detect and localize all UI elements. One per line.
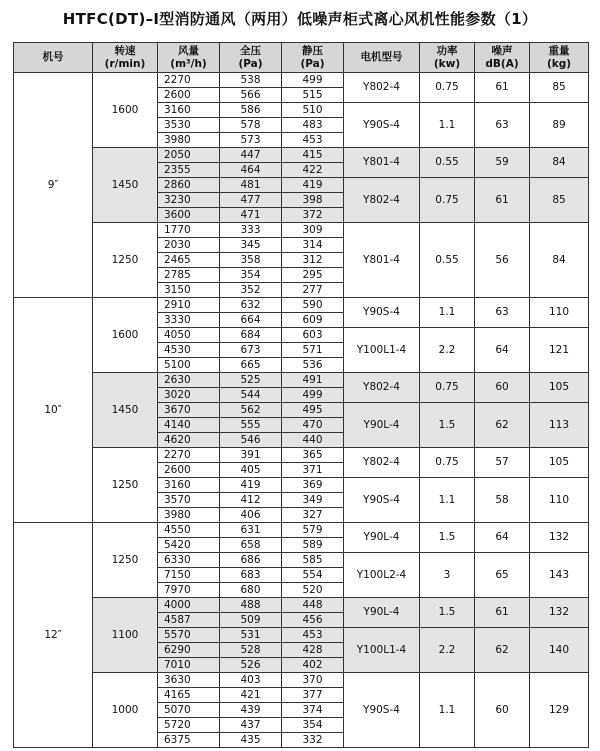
machine-model-cell: 10″ <box>14 298 93 523</box>
motor-model-cell: Y90S-4 <box>344 298 420 328</box>
total-pressure-cell: 525 <box>220 373 282 388</box>
airflow-cell: 5720 <box>158 718 220 733</box>
airflow-cell: 4000 <box>158 598 220 613</box>
total-pressure-cell: 526 <box>220 658 282 673</box>
noise-cell: 61 <box>475 178 530 223</box>
static-pressure-cell: 372 <box>282 208 344 223</box>
static-pressure-cell: 422 <box>282 163 344 178</box>
airflow-cell: 2860 <box>158 178 220 193</box>
motor-model-cell: Y801-4 <box>344 148 420 178</box>
airflow-cell: 2600 <box>158 88 220 103</box>
total-pressure-cell: 435 <box>220 733 282 748</box>
table-row <box>14 523 589 538</box>
noise-cell: 59 <box>475 148 530 178</box>
total-pressure-cell: 538 <box>220 73 282 88</box>
static-pressure-cell: 470 <box>282 418 344 433</box>
airflow-cell: 1770 <box>158 223 220 238</box>
weight-cell: 132 <box>530 523 589 553</box>
power-cell: 1.5 <box>420 523 475 553</box>
static-pressure-cell: 419 <box>282 178 344 193</box>
weight-cell: 85 <box>530 178 589 223</box>
airflow-cell: 7970 <box>158 583 220 598</box>
airflow-cell: 4587 <box>158 613 220 628</box>
noise-cell: 64 <box>475 328 530 373</box>
total-pressure-cell: 412 <box>220 493 282 508</box>
airflow-cell: 3160 <box>158 103 220 118</box>
total-pressure-cell: 546 <box>220 433 282 448</box>
airflow-cell: 4140 <box>158 418 220 433</box>
airflow-cell: 3230 <box>158 193 220 208</box>
motor-model-cell: Y802-4 <box>344 373 420 403</box>
header-weight: 重量 (kg) <box>530 43 589 73</box>
airflow-cell: 5420 <box>158 538 220 553</box>
static-pressure-cell: 277 <box>282 283 344 298</box>
noise-cell: 60 <box>475 373 530 403</box>
static-pressure-cell: 536 <box>282 358 344 373</box>
motor-model-cell: Y90S-4 <box>344 478 420 523</box>
total-pressure-cell: 421 <box>220 688 282 703</box>
airflow-cell: 3160 <box>158 478 220 493</box>
motor-model-cell: Y100L1-4 <box>344 628 420 673</box>
total-pressure-cell: 586 <box>220 103 282 118</box>
weight-cell: 110 <box>530 298 589 328</box>
table-row <box>14 73 589 88</box>
header-noise: 噪声 dB(A) <box>475 43 530 73</box>
airflow-cell: 3630 <box>158 673 220 688</box>
power-cell: 2.2 <box>420 328 475 373</box>
power-cell: 0.55 <box>420 223 475 298</box>
static-pressure-cell: 491 <box>282 373 344 388</box>
header-speed: 转速 (r/min) <box>93 43 158 73</box>
power-cell: 0.75 <box>420 448 475 478</box>
motor-model-cell: Y90L-4 <box>344 598 420 628</box>
static-pressure-cell: 312 <box>282 253 344 268</box>
static-pressure-cell: 453 <box>282 628 344 643</box>
airflow-cell: 5570 <box>158 628 220 643</box>
total-pressure-cell: 680 <box>220 583 282 598</box>
power-cell: 1.1 <box>420 673 475 748</box>
table-row <box>14 148 589 163</box>
total-pressure-cell: 509 <box>220 613 282 628</box>
speed-cell: 1450 <box>93 373 158 448</box>
power-cell: 1.5 <box>420 598 475 628</box>
table-row <box>14 448 589 463</box>
power-cell: 2.2 <box>420 628 475 673</box>
noise-cell: 64 <box>475 523 530 553</box>
total-pressure-cell: 665 <box>220 358 282 373</box>
airflow-cell: 2030 <box>158 238 220 253</box>
total-pressure-cell: 477 <box>220 193 282 208</box>
total-pressure-cell: 673 <box>220 343 282 358</box>
static-pressure-cell: 365 <box>282 448 344 463</box>
static-pressure-cell: 499 <box>282 388 344 403</box>
power-cell: 1.1 <box>420 103 475 148</box>
airflow-cell: 3330 <box>158 313 220 328</box>
noise-cell: 62 <box>475 403 530 448</box>
total-pressure-cell: 354 <box>220 268 282 283</box>
static-pressure-cell: 590 <box>282 298 344 313</box>
weight-cell: 105 <box>530 448 589 478</box>
weight-cell: 110 <box>530 478 589 523</box>
static-pressure-cell: 520 <box>282 583 344 598</box>
airflow-cell: 4165 <box>158 688 220 703</box>
static-pressure-cell: 585 <box>282 553 344 568</box>
noise-cell: 56 <box>475 223 530 298</box>
total-pressure-cell: 439 <box>220 703 282 718</box>
noise-cell: 60 <box>475 673 530 748</box>
header-model: 机号 <box>14 43 93 73</box>
airflow-cell: 2270 <box>158 73 220 88</box>
static-pressure-cell: 515 <box>282 88 344 103</box>
table-row <box>14 298 589 313</box>
motor-model-cell: Y90L-4 <box>344 403 420 448</box>
header-total-pressure: 全压 (Pa) <box>220 43 282 73</box>
airflow-cell: 3670 <box>158 403 220 418</box>
airflow-cell: 3980 <box>158 133 220 148</box>
static-pressure-cell: 440 <box>282 433 344 448</box>
airflow-cell: 3570 <box>158 493 220 508</box>
speed-cell: 1450 <box>93 148 158 223</box>
total-pressure-cell: 352 <box>220 283 282 298</box>
total-pressure-cell: 555 <box>220 418 282 433</box>
static-pressure-cell: 448 <box>282 598 344 613</box>
motor-model-cell: Y100L2-4 <box>344 553 420 598</box>
airflow-cell: 5100 <box>158 358 220 373</box>
noise-cell: 58 <box>475 478 530 523</box>
static-pressure-cell: 554 <box>282 568 344 583</box>
weight-cell: 143 <box>530 553 589 598</box>
power-cell: 3 <box>420 553 475 598</box>
noise-cell: 57 <box>475 448 530 478</box>
header-motor: 电机型号 <box>344 43 420 73</box>
total-pressure-cell: 562 <box>220 403 282 418</box>
speed-cell: 1250 <box>93 448 158 523</box>
total-pressure-cell: 684 <box>220 328 282 343</box>
static-pressure-cell: 349 <box>282 493 344 508</box>
airflow-cell: 4530 <box>158 343 220 358</box>
power-cell: 0.55 <box>420 148 475 178</box>
total-pressure-cell: 632 <box>220 298 282 313</box>
static-pressure-cell: 571 <box>282 343 344 358</box>
page-title: HTFC(DT)–Ⅰ型消防通风（两用）低噪声柜式离心风机性能参数（1） <box>62 10 538 28</box>
airflow-cell: 2355 <box>158 163 220 178</box>
airflow-cell: 3600 <box>158 208 220 223</box>
static-pressure-cell: 374 <box>282 703 344 718</box>
static-pressure-cell: 579 <box>282 523 344 538</box>
table-body <box>14 73 589 748</box>
total-pressure-cell: 566 <box>220 88 282 103</box>
airflow-cell: 6375 <box>158 733 220 748</box>
total-pressure-cell: 488 <box>220 598 282 613</box>
airflow-cell: 4620 <box>158 433 220 448</box>
static-pressure-cell: 398 <box>282 193 344 208</box>
static-pressure-cell: 428 <box>282 643 344 658</box>
airflow-cell: 4550 <box>158 523 220 538</box>
table-row <box>14 598 589 613</box>
noise-cell: 63 <box>475 103 530 148</box>
static-pressure-cell: 332 <box>282 733 344 748</box>
motor-model-cell: Y801-4 <box>344 223 420 298</box>
power-cell: 0.75 <box>420 178 475 223</box>
airflow-cell: 2270 <box>158 448 220 463</box>
airflow-cell: 2465 <box>158 253 220 268</box>
airflow-cell: 7010 <box>158 658 220 673</box>
weight-cell: 84 <box>530 148 589 178</box>
static-pressure-cell: 309 <box>282 223 344 238</box>
total-pressure-cell: 528 <box>220 643 282 658</box>
total-pressure-cell: 437 <box>220 718 282 733</box>
airflow-cell: 3980 <box>158 508 220 523</box>
speed-cell: 1250 <box>93 523 158 598</box>
noise-cell: 61 <box>475 598 530 628</box>
speed-cell: 1100 <box>93 598 158 673</box>
static-pressure-cell: 453 <box>282 133 344 148</box>
static-pressure-cell: 495 <box>282 403 344 418</box>
weight-cell: 129 <box>530 673 589 748</box>
weight-cell: 89 <box>530 103 589 148</box>
power-cell: 1.1 <box>420 478 475 523</box>
header-power: 功率 (kw) <box>420 43 475 73</box>
total-pressure-cell: 531 <box>220 628 282 643</box>
airflow-cell: 2785 <box>158 268 220 283</box>
total-pressure-cell: 481 <box>220 178 282 193</box>
static-pressure-cell: 483 <box>282 118 344 133</box>
static-pressure-cell: 609 <box>282 313 344 328</box>
total-pressure-cell: 405 <box>220 463 282 478</box>
static-pressure-cell: 327 <box>282 508 344 523</box>
static-pressure-cell: 314 <box>282 238 344 253</box>
static-pressure-cell: 369 <box>282 478 344 493</box>
machine-model-cell: 12″ <box>14 523 93 748</box>
static-pressure-cell: 377 <box>282 688 344 703</box>
table-row <box>14 223 589 238</box>
total-pressure-cell: 544 <box>220 388 282 403</box>
total-pressure-cell: 447 <box>220 148 282 163</box>
total-pressure-cell: 631 <box>220 523 282 538</box>
motor-model-cell: Y100L1-4 <box>344 328 420 373</box>
airflow-cell: 2600 <box>158 463 220 478</box>
weight-cell: 140 <box>530 628 589 673</box>
static-pressure-cell: 603 <box>282 328 344 343</box>
power-cell: 0.75 <box>420 373 475 403</box>
noise-cell: 61 <box>475 73 530 103</box>
weight-cell: 121 <box>530 328 589 373</box>
total-pressure-cell: 358 <box>220 253 282 268</box>
total-pressure-cell: 471 <box>220 208 282 223</box>
total-pressure-cell: 419 <box>220 478 282 493</box>
airflow-cell: 3020 <box>158 388 220 403</box>
total-pressure-cell: 573 <box>220 133 282 148</box>
speed-cell: 1600 <box>93 298 158 373</box>
noise-cell: 63 <box>475 298 530 328</box>
total-pressure-cell: 578 <box>220 118 282 133</box>
airflow-cell: 2910 <box>158 298 220 313</box>
static-pressure-cell: 402 <box>282 658 344 673</box>
speed-cell: 1000 <box>93 673 158 748</box>
static-pressure-cell: 371 <box>282 463 344 478</box>
airflow-cell: 2630 <box>158 373 220 388</box>
airflow-cell: 7150 <box>158 568 220 583</box>
airflow-cell: 6290 <box>158 643 220 658</box>
table-row <box>14 373 589 388</box>
airflow-cell: 4050 <box>158 328 220 343</box>
power-cell: 1.1 <box>420 298 475 328</box>
weight-cell: 113 <box>530 403 589 448</box>
header-static-pressure: 静压 (Pa) <box>282 43 344 73</box>
static-pressure-cell: 415 <box>282 148 344 163</box>
airflow-cell: 3530 <box>158 118 220 133</box>
airflow-cell: 6330 <box>158 553 220 568</box>
total-pressure-cell: 406 <box>220 508 282 523</box>
weight-cell: 105 <box>530 373 589 403</box>
static-pressure-cell: 499 <box>282 73 344 88</box>
total-pressure-cell: 683 <box>220 568 282 583</box>
static-pressure-cell: 354 <box>282 718 344 733</box>
motor-model-cell: Y802-4 <box>344 73 420 103</box>
total-pressure-cell: 333 <box>220 223 282 238</box>
airflow-cell: 2050 <box>158 148 220 163</box>
total-pressure-cell: 658 <box>220 538 282 553</box>
total-pressure-cell: 686 <box>220 553 282 568</box>
motor-model-cell: Y90S-4 <box>344 673 420 748</box>
total-pressure-cell: 664 <box>220 313 282 328</box>
noise-cell: 62 <box>475 628 530 673</box>
weight-cell: 84 <box>530 223 589 298</box>
header-airflow: 风量 (m³/h) <box>158 43 220 73</box>
static-pressure-cell: 456 <box>282 613 344 628</box>
airflow-cell: 5070 <box>158 703 220 718</box>
motor-model-cell: Y90S-4 <box>344 103 420 148</box>
motor-model-cell: Y802-4 <box>344 448 420 478</box>
static-pressure-cell: 510 <box>282 103 344 118</box>
static-pressure-cell: 370 <box>282 673 344 688</box>
table-row <box>14 673 589 688</box>
motor-model-cell: Y802-4 <box>344 178 420 223</box>
airflow-cell: 3150 <box>158 283 220 298</box>
motor-model-cell: Y90L-4 <box>344 523 420 553</box>
weight-cell: 85 <box>530 73 589 103</box>
total-pressure-cell: 391 <box>220 448 282 463</box>
weight-cell: 132 <box>530 598 589 628</box>
power-cell: 0.75 <box>420 73 475 103</box>
speed-cell: 1600 <box>93 73 158 148</box>
noise-cell: 65 <box>475 553 530 598</box>
total-pressure-cell: 345 <box>220 238 282 253</box>
speed-cell: 1250 <box>93 223 158 298</box>
static-pressure-cell: 295 <box>282 268 344 283</box>
static-pressure-cell: 589 <box>282 538 344 553</box>
machine-model-cell: 9″ <box>14 73 93 298</box>
performance-table <box>13 42 589 748</box>
header-row <box>14 43 589 73</box>
total-pressure-cell: 403 <box>220 673 282 688</box>
power-cell: 1.5 <box>420 403 475 448</box>
total-pressure-cell: 464 <box>220 163 282 178</box>
